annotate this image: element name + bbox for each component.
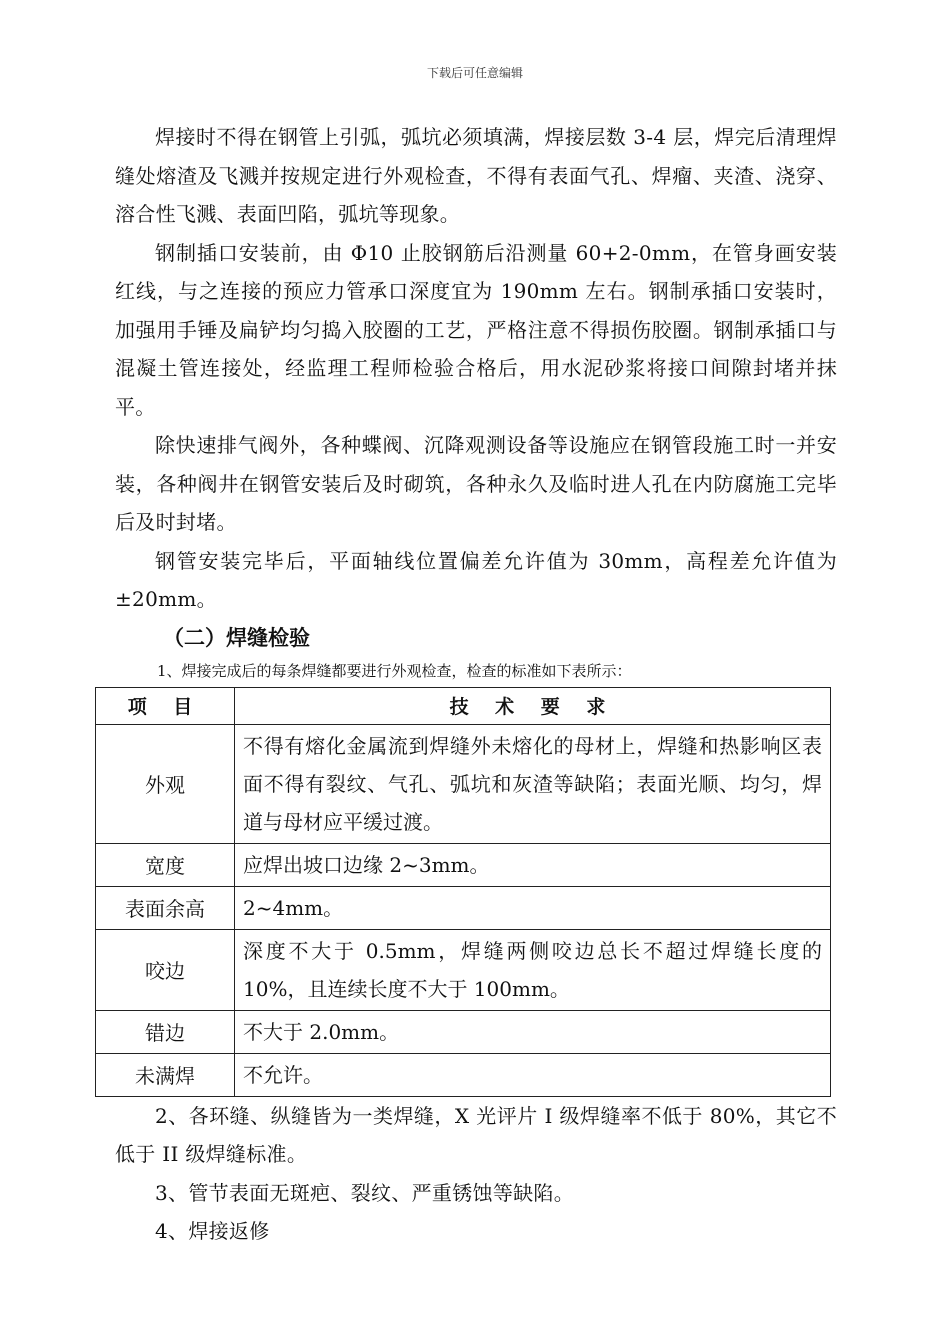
paragraph: 钢管安装完毕后，平面轴线位置偏差允许值为 30mm，高程差允许值为±20mm。: [115, 548, 837, 611]
paragraph: 2、各环缝、纵缝皆为一类焊缝，X 光评片 I 级焊缝率不低于 80%，其它不低于 II 级焊缝标准。: [115, 1103, 837, 1166]
row-requirement: 不允许。: [235, 1053, 831, 1096]
row-requirement: 应焊出坡口边缘 2~3mm。: [235, 843, 831, 886]
row-requirement: 2~4mm。: [235, 886, 831, 929]
table-header-row: [96, 687, 831, 724]
row-item: 表面余高: [96, 886, 235, 929]
row-requirement: 不大于 2.0mm。: [235, 1010, 831, 1053]
row-item: 咬边: [96, 929, 235, 1010]
table-row: [96, 1010, 831, 1053]
paragraph: 焊接时不得在钢管上引弧，弧坑必须填满，焊接层数 3-4 层，焊完后清理焊缝处熔渣及飞溅并按规定进行外观检查，不得有表面气孔、焊瘤、夹渣、浇穿、溶合性飞溅、表面凹陷，弧坑等现象。: [115, 125, 837, 226]
row-item: 未满焊: [96, 1053, 235, 1096]
row-requirement: 不得有熔化金属流到焊缝外未熔化的母材上，焊缝和热影响区表面不得有裂纹、气孔、弧坑和灰渣等缺陷；表面光顺、均匀，焊道与母材应平缓过渡。: [235, 724, 831, 843]
row-item: 宽度: [96, 843, 235, 886]
table-row: [96, 1053, 831, 1096]
page-header: 下载后可任意编辑: [426, 66, 523, 80]
table-row: [96, 929, 831, 1010]
document-body: [115, 118, 837, 1251]
requirements-table: [95, 687, 831, 1097]
table-row: [96, 724, 831, 843]
paragraph: 钢制插口安装前，由 Φ10 止胶钢筋后沿测量 60+2-0mm，在管身画安装红线，与之连接的预应力管承口深度宜为 190mm 左右。钢制承插口安装时， 加强用手锤及扁铲均匀捣入胶圈的工艺，严格注意不得损伤胶圈。钢制承插口与混凝土管连接处，经监理工程师检验合格后，用水泥砂浆将接口间隙封堵并抹平。: [115, 240, 837, 419]
row-item: 错边: [96, 1010, 235, 1053]
table-row: [96, 843, 831, 886]
paragraph: 3、管节表面无斑疤、裂纹、严重锈蚀等缺陷。: [155, 1180, 575, 1205]
paragraph: 4、焊接返修: [155, 1219, 270, 1243]
column-header-item: 项 目: [96, 687, 235, 724]
column-header-requirement: 技 术 要 求: [235, 687, 831, 724]
row-item: 外观: [96, 724, 235, 843]
section-title: （二）焊缝检验: [163, 625, 310, 650]
table-intro: 1、焊接完成后的每条焊缝都要进行外观检查，检查的标准如下表所示：: [157, 661, 632, 680]
paragraph: 除快速排气阀外，各种蝶阀、沉降观测设备等设施应在钢管段施工时一并安装，各种阀井在钢管安装后及时砌筑，各种永久及临时进人孔在内防腐施工完毕后及时封堵。: [115, 433, 837, 534]
paragraphs-after-table: [115, 1097, 837, 1251]
row-requirement: 深度不大于 0.5mm，焊缝两侧咬边总长不超过焊缝长度的 10%，且连续长度不大于 100mm。: [235, 929, 831, 1010]
table-row: [96, 886, 831, 929]
